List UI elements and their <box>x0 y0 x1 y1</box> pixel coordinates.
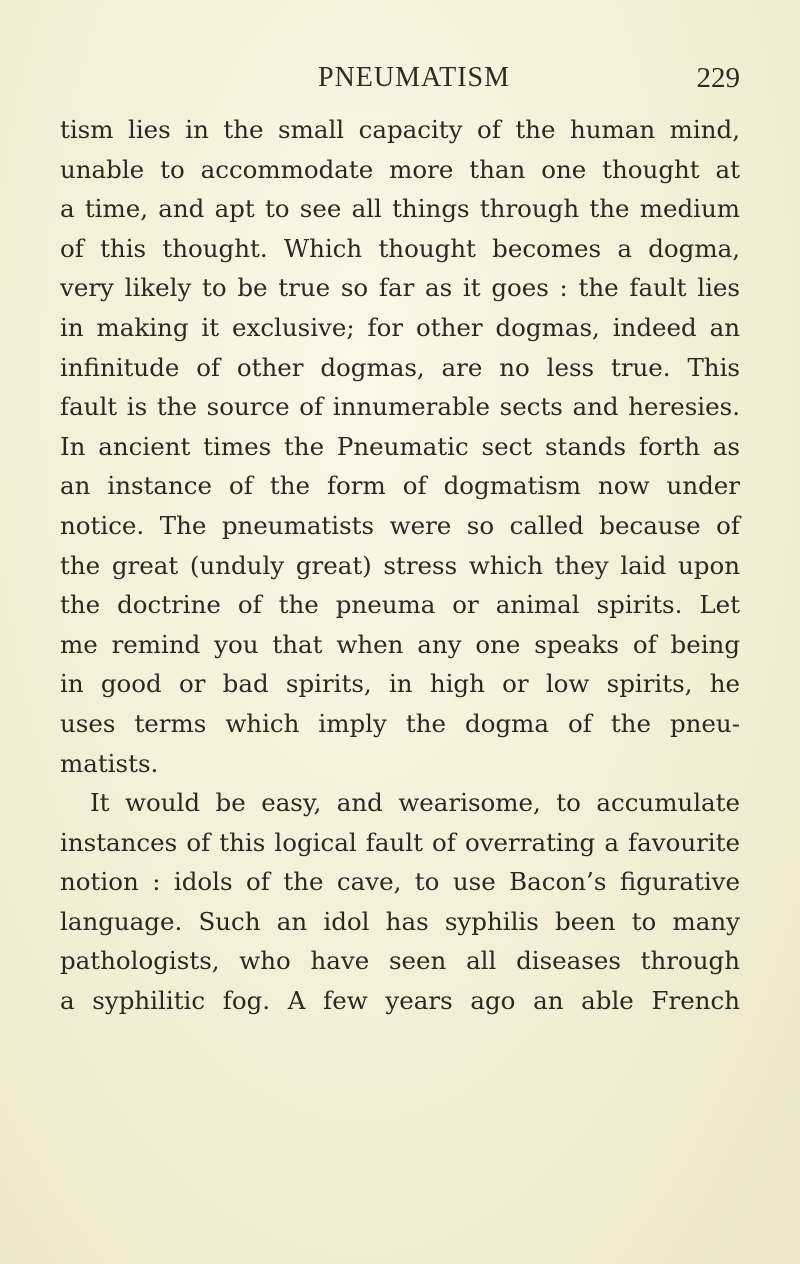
text-line: uses terms which imply the dogma of the pneu- <box>60 708 740 738</box>
text-line: It would be easy, and wearisome, to accumulate <box>90 788 740 818</box>
text-line: fault is the source of innumerable sects and heresies. <box>60 392 740 422</box>
text-line: language. Such an idol has syphilis been to many <box>60 906 740 936</box>
text-line: a time, and apt to see all things through the medium <box>60 194 740 224</box>
text-line: notice. The pneumatists were so called because of <box>60 510 740 540</box>
text-line: infinitude of other dogmas, are no less true. This <box>60 352 740 382</box>
text-line: notion : idols of the cave, to use Bacon’s figurative <box>60 867 740 897</box>
text-line: a syphilitic fog. A few years ago an able French <box>60 986 740 1016</box>
text-line: tism lies in the small capacity of the human mind, <box>60 115 740 144</box>
text-line: unable to accommodate more than one thought at <box>60 154 740 184</box>
text-line: of this thought. Which thought becomes a dogma, <box>60 233 740 263</box>
text-line: in making it exclusive; for other dogmas, indeed an <box>60 312 740 342</box>
running-head <box>0 62 800 102</box>
text-line: me remind you that when any one speaks of being <box>60 629 740 659</box>
running-title: PNEUMATISM <box>318 62 511 93</box>
text-line: instances of this logical fault of overrating a favourite <box>60 827 740 857</box>
text-line: In ancient times the Pneumatic sect stands forth as <box>60 431 740 461</box>
text-line: very likely to be true so far as it goes : the fault lies <box>60 273 740 303</box>
text-line: the doctrine of the pneuma or animal spirits. Let <box>60 590 740 620</box>
paragraph-1 <box>60 110 740 783</box>
body-text <box>60 110 740 1021</box>
text-line: in good or bad spirits, in high or low spirits, he <box>60 669 740 699</box>
page-number: 229 <box>696 62 740 94</box>
paragraph-2 <box>60 783 740 1021</box>
text-line: an instance of the form of dogmatism now under <box>60 471 740 501</box>
text-line: matists. <box>60 748 159 778</box>
text-line: pathologists, who have seen all diseases through <box>60 946 740 976</box>
text-line: the great (unduly great) stress which they laid upon <box>60 550 740 580</box>
